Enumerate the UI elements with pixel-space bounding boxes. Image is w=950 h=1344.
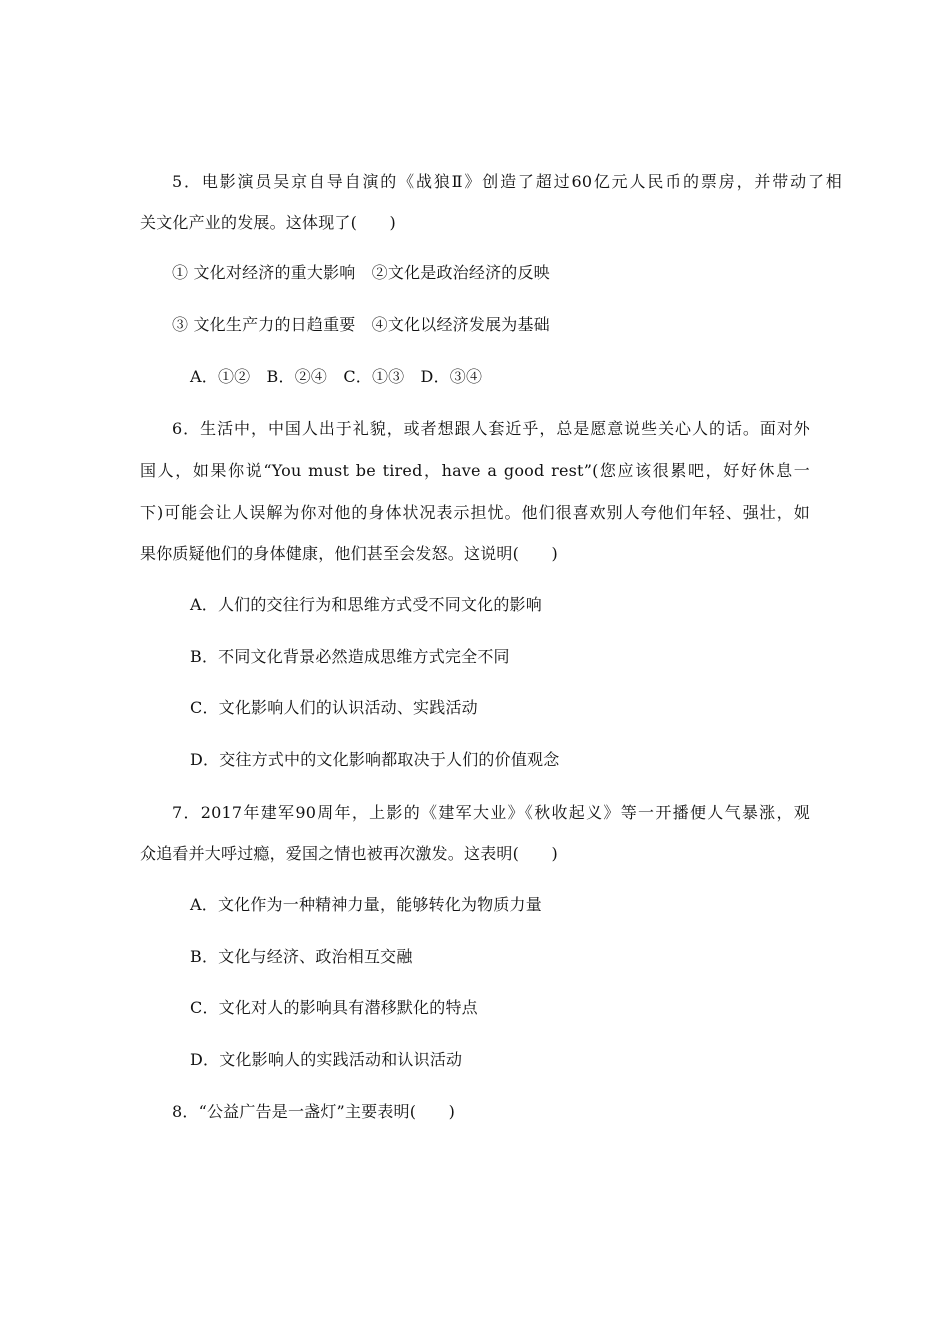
question-6-option-c: C．文化影响人们的认识活动、实践活动 [190,698,478,717]
question-7-stem-line-2: 众追看并大呼过瘾，爱国之情也被再次激发。这表明( ) [140,844,558,863]
question-6-stem-line-3: 下)可能会让人误解为你对他的身体状况表示担忧。他们很喜欢别人夸他们年轻、强壮，如 [140,503,810,522]
question-7-option-d: D．文化影响人的实践活动和认识活动 [190,1050,463,1069]
question-5-item-2: ③ 文化生产力的日趋重要 ④文化以经济发展为基础 [172,315,550,334]
question-6-option-b: B．不同文化背景必然造成思维方式完全不同 [190,647,510,666]
question-5-options: A．①② B．②④ C．①③ D．③④ [190,367,483,386]
question-5-stem-line-2: 关文化产业的发展。这体现了( ) [140,213,396,232]
question-5-stem-line-1: 5．电影演员吴京自导自演的《战狼Ⅱ》创造了超过60亿元人民币的票房，并带动了相 [172,172,842,191]
question-6-option-d: D．交往方式中的文化影响都取决于人们的价值观念 [190,750,560,769]
question-7-option-a: A．文化作为一种精神力量，能够转化为物质力量 [190,895,542,914]
question-7-stem-line-1: 7．2017年建军90周年，上影的《建军大业》《秋收起义》等一开播便人气暴涨，观 [172,803,810,822]
question-5-item-1: ① 文化对经济的重大影响 ②文化是政治经济的反映 [172,263,550,282]
question-7-option-b: B．文化与经济、政治相互交融 [190,947,413,966]
question-6-stem-line-2: 国人，如果你说“You must be tired，have a good rest”(您应该很累吧，好好休息一 [140,461,810,480]
question-7-option-c: C．文化对人的影响具有潜移默化的特点 [190,998,478,1017]
question-6-option-a: A．人们的交往行为和思维方式受不同文化的影响 [190,595,542,614]
question-6-stem-line-1: 6．生活中，中国人出于礼貌，或者想跟人套近乎，总是愿意说些关心人的话。面对外 [172,419,810,438]
question-8-stem-line-1: 8．“公益广告是一盏灯”主要表明( ) [172,1102,456,1121]
question-6-stem-line-4: 果你质疑他们的身体健康，他们甚至会发怒。这说明( ) [140,544,558,563]
